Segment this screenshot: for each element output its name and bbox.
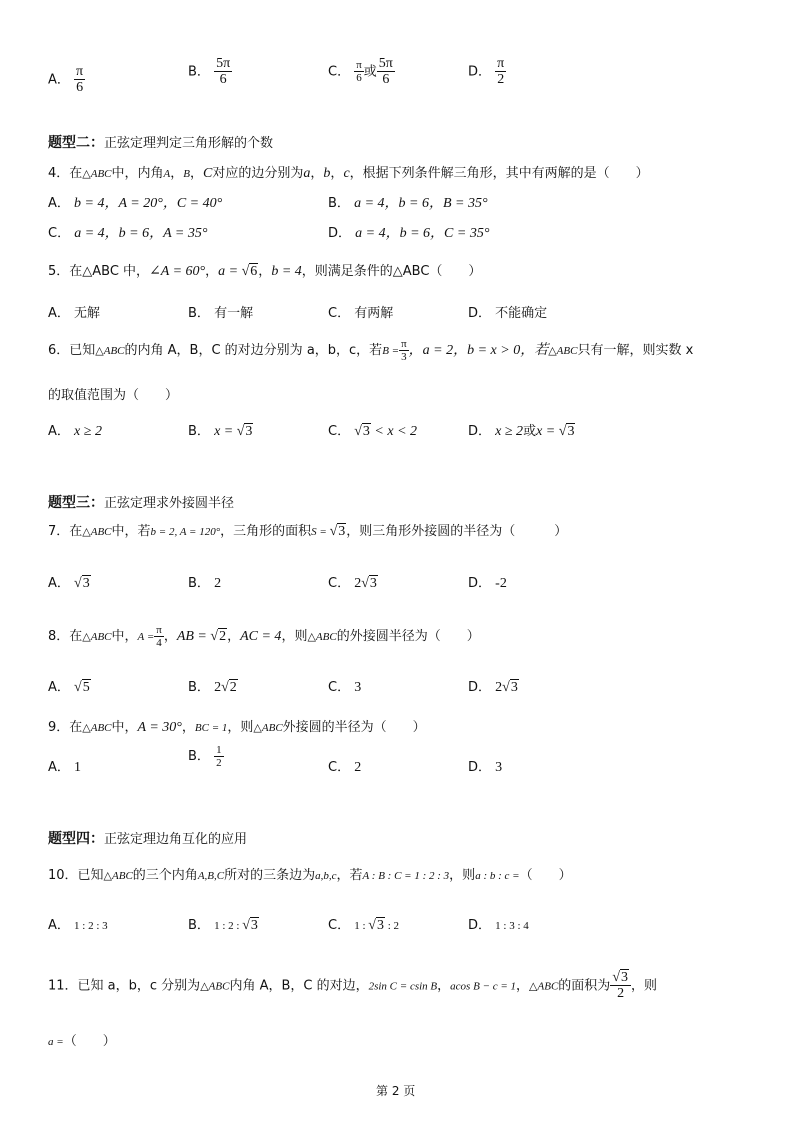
q4-stem xyxy=(48,162,649,182)
math: : 2 xyxy=(384,920,400,932)
option-label: A． xyxy=(48,196,70,211)
page-number: 第 2 页 xyxy=(376,1084,416,1098)
option-label: D． xyxy=(468,576,492,591)
math: A,B,C xyxy=(197,870,225,882)
triangle: △ABC xyxy=(548,345,578,358)
math: 1 : 2 : xyxy=(214,920,243,932)
radicand: 3 xyxy=(82,576,90,591)
option-text: 2 xyxy=(354,760,362,775)
fraction xyxy=(214,56,232,88)
triangle: △ABC xyxy=(253,722,283,734)
text: 5．在△ABC 中， xyxy=(48,264,150,279)
radicand: 3 xyxy=(621,970,628,985)
text: ， xyxy=(170,166,184,181)
q7-stem: 7．在△ABC中，若b = 2, A = 120°，三角形的面积S = √3，则三角形外接圆的半径为（ ） xyxy=(48,524,568,539)
q7-option-c[interactable]: C． 2√3 xyxy=(328,576,377,591)
triangle: △ABC xyxy=(200,980,230,993)
text: ，则 xyxy=(631,978,658,994)
option-label: D． xyxy=(468,64,492,80)
q11-stem xyxy=(48,970,657,1002)
option-label: A． xyxy=(48,424,70,439)
option-text: b = 4，A = 20°，C = 40° xyxy=(74,196,223,211)
option-label: A． xyxy=(48,918,70,933)
q5-option-a[interactable] xyxy=(48,302,100,321)
text: ， xyxy=(310,166,324,181)
q7-option-b[interactable] xyxy=(188,572,221,592)
denominator: 2 xyxy=(497,72,505,88)
or-text: 或 xyxy=(523,424,537,439)
math: 1 : xyxy=(354,920,369,932)
option-text: 1 xyxy=(74,760,82,775)
option-text: 不能确定 xyxy=(495,306,548,321)
option-text: 有一解 xyxy=(214,306,254,321)
denominator: 6 xyxy=(76,80,84,96)
coefficient: 2 xyxy=(495,680,503,695)
q10-option-b[interactable]: B． 1 : 2 : √3 xyxy=(188,918,258,933)
math: B = xyxy=(382,345,400,358)
denominator: 2 xyxy=(216,757,222,770)
math: a,b,c xyxy=(315,870,337,882)
math: b = 4 xyxy=(271,264,302,279)
denominator: 4 xyxy=(156,637,162,650)
math: ∠A = 60° xyxy=(149,264,206,279)
math: a : b : c = xyxy=(475,870,520,882)
section-label: 题型三： xyxy=(48,495,104,511)
option-label: C． xyxy=(48,226,71,241)
option-label: D． xyxy=(468,306,492,321)
triangle: △ABC xyxy=(307,631,337,644)
option-text: 1 : 2 : 3 xyxy=(74,920,108,932)
math: A = 30° xyxy=(137,720,182,735)
math: BC = 1 xyxy=(194,722,228,734)
coefficient: 2 xyxy=(354,576,362,591)
section-4-heading xyxy=(48,828,247,848)
option-label: A． xyxy=(48,306,70,321)
math: 2sin C = csin B xyxy=(368,980,438,993)
text: 的面积为 xyxy=(558,978,611,994)
option-text: 2 xyxy=(214,576,222,591)
text: 外接圆的半径为（ ） xyxy=(282,720,426,735)
text: ，根据下列条件解三角形，其中有两解的是（ ） xyxy=(349,166,649,181)
text: ，则 xyxy=(227,720,254,735)
text: ，三角形的面积 xyxy=(220,524,312,539)
q3-option-c[interactable] xyxy=(328,56,395,88)
triangle: △ABC xyxy=(82,722,112,734)
fraction xyxy=(399,338,409,363)
math: a = xyxy=(48,1036,64,1048)
var: B xyxy=(183,168,191,180)
text: ， xyxy=(190,166,204,181)
q7-option-a[interactable]: A． √3 xyxy=(48,576,90,591)
option-label: C． xyxy=(328,424,351,439)
text: 中， xyxy=(111,629,138,645)
math: AB = xyxy=(176,629,211,645)
numerator: π xyxy=(76,64,84,79)
option-label: C． xyxy=(328,306,351,321)
text: 的三个内角 xyxy=(132,868,198,883)
option-text: a = 4，b = 6，A = 35° xyxy=(74,226,208,241)
triangle: △ABC xyxy=(82,168,112,180)
denominator: 2 xyxy=(617,986,625,1002)
q10-option-d[interactable] xyxy=(468,914,529,933)
option-label: D． xyxy=(468,918,492,933)
denominator: 3 xyxy=(401,351,407,364)
q9-option-a[interactable] xyxy=(48,756,81,776)
text: ，则 xyxy=(281,629,308,645)
text: 中，内角 xyxy=(111,166,164,181)
option-label: B． xyxy=(328,196,350,211)
math: < x < 2 xyxy=(370,424,418,439)
radicand: 3 xyxy=(510,680,518,695)
q4-option-a[interactable] xyxy=(48,192,222,212)
text: 6．已知 xyxy=(48,343,96,359)
option-text: a = 4，b = 6，B = 35° xyxy=(354,196,488,211)
q8-option-b[interactable]: B． 2√2 xyxy=(188,680,237,695)
section-3-heading xyxy=(48,492,234,512)
denominator: 6 xyxy=(382,72,390,88)
q4-option-d[interactable] xyxy=(328,222,489,242)
text: 4．在 xyxy=(48,166,83,181)
option-label: A． xyxy=(48,576,70,591)
numerator: π xyxy=(356,59,362,72)
radicand: 5 xyxy=(82,680,90,695)
math: x = xyxy=(214,424,237,439)
text: ，则 xyxy=(449,868,476,883)
option-label: C． xyxy=(328,760,351,775)
option-label: B． xyxy=(188,576,210,591)
q6-option-a[interactable] xyxy=(48,420,102,440)
fraction: $\frac{√3}{2}$ xyxy=(610,970,631,1002)
var: C xyxy=(203,166,213,181)
radicand: 3 xyxy=(362,424,370,439)
option-text: 3 xyxy=(354,680,362,695)
option-label: B． xyxy=(188,680,210,695)
text: 11．已知 a，b，c 分别为 xyxy=(48,978,201,994)
radicand: 3 xyxy=(338,524,346,539)
radicand: 3 xyxy=(567,424,575,439)
option-label: D． xyxy=(468,424,492,439)
option-text: a = 4，b = 6，C = 35° xyxy=(355,226,490,241)
option-label: C． xyxy=(328,680,351,695)
denominator: 6 xyxy=(219,72,227,88)
triangle: △ABC xyxy=(95,345,125,358)
q10-option-c[interactable]: C． 1 : √3 : 2 xyxy=(328,918,400,933)
radicand: 3 xyxy=(245,424,253,439)
math: x = xyxy=(536,424,559,439)
q8-option-a[interactable]: A． √5 xyxy=(48,680,90,695)
section-title: 正弦定理边角互化的应用 xyxy=(104,832,248,847)
text: 8．在 xyxy=(48,629,83,645)
numerator: 5π xyxy=(216,56,231,71)
option-label: B． xyxy=(188,424,210,439)
radicand: 3 xyxy=(369,576,377,591)
math: acos B − c = 1 xyxy=(450,980,517,993)
text: ， xyxy=(437,978,451,994)
text: ，a = 2，b = x > 0，若 xyxy=(408,343,549,359)
text: 中， xyxy=(111,720,138,735)
var: A xyxy=(163,168,171,180)
text: ，则三角形外接圆的半径为（ ） xyxy=(346,524,568,539)
q3-option-b[interactable] xyxy=(188,56,232,88)
section-title: 正弦定理求外接圆半径 xyxy=(104,496,235,511)
option-label: B． xyxy=(188,64,210,80)
section-2-heading xyxy=(48,132,273,152)
numerator: 1 xyxy=(216,744,222,756)
math: S = xyxy=(311,526,330,538)
triangle: △ABC xyxy=(82,631,112,644)
var: a xyxy=(303,166,311,181)
math: a = xyxy=(218,264,242,279)
math: x ≥ 2 xyxy=(495,424,524,439)
numerator: π xyxy=(497,56,505,71)
q8-option-d[interactable]: D． 2√3 xyxy=(468,680,518,695)
option-label: A． xyxy=(48,760,70,775)
q6-option-c[interactable]: C． √3 < x < 2 xyxy=(328,424,418,439)
q11-line2 xyxy=(48,1030,116,1049)
text: 中，若 xyxy=(111,524,151,539)
text: ， xyxy=(227,629,241,645)
q5-option-c[interactable] xyxy=(328,302,393,321)
q8-stem: 8．在△ABC中，A = $\frac{\pi}{4}$ ，AB = √2，AC = 4，则△ABC的外接圆半径为（ ） xyxy=(48,624,480,650)
math: A = xyxy=(137,631,155,644)
coefficient: 2 xyxy=(214,680,222,695)
radicand: 2 xyxy=(219,629,227,645)
q6-line2: 的取值范围为（ ） xyxy=(48,388,179,403)
text: （ ） xyxy=(519,868,572,883)
text: 所对的三条边为 xyxy=(224,868,316,883)
text: ， xyxy=(516,978,530,994)
q9-option-b[interactable] xyxy=(188,744,224,769)
option-label: C． xyxy=(328,576,351,591)
fraction xyxy=(154,624,164,649)
option-text: x ≥ 2 xyxy=(74,424,102,439)
text: ， xyxy=(181,720,195,735)
option-label: A． xyxy=(48,72,70,88)
var: b xyxy=(323,166,331,181)
fraction xyxy=(377,56,395,88)
option-label: C． xyxy=(328,918,351,933)
q4-option-c[interactable] xyxy=(48,222,207,242)
text: 对应的边分别为 xyxy=(212,166,304,181)
text: 9．在 xyxy=(48,720,83,735)
option-label: D． xyxy=(328,226,352,241)
fraction xyxy=(354,59,364,84)
q5-option-d[interactable] xyxy=(468,302,547,321)
q7-option-d[interactable] xyxy=(468,572,507,592)
option-text: -2 xyxy=(495,576,507,591)
q4-option-b[interactable] xyxy=(328,192,488,212)
fraction xyxy=(74,64,85,96)
q5-option-b[interactable] xyxy=(188,302,253,321)
q10-option-a[interactable] xyxy=(48,914,108,933)
numerator: π xyxy=(156,624,162,636)
numerator: π xyxy=(401,338,407,350)
var: c xyxy=(343,166,350,181)
q6-option-d[interactable]: D． x ≥ 2或x = √3 xyxy=(468,424,575,439)
q9-option-d[interactable] xyxy=(468,756,502,776)
option-label: B． xyxy=(188,918,210,933)
radicand: 3 xyxy=(250,918,258,933)
option-label: D． xyxy=(468,680,492,695)
option-text: 无解 xyxy=(74,306,101,321)
q3-option-a[interactable] xyxy=(48,64,85,96)
triangle: △ABC xyxy=(103,870,133,882)
text: ， xyxy=(330,166,344,181)
q6-stem xyxy=(48,338,693,363)
q5-stem: 5．在△ABC 中，∠A = 60°，a = √6，b = 4，则满足条件的△ABC（ ） xyxy=(48,264,482,279)
q6-option-b[interactable]: B． x = √3 xyxy=(188,424,253,439)
option-label: A． xyxy=(48,680,70,695)
option-label: B． xyxy=(188,306,210,321)
text: 10．已知 xyxy=(48,868,104,883)
radicand: 6 xyxy=(250,264,258,279)
or-text: 或 xyxy=(363,64,377,80)
section-label: 题型二： xyxy=(48,135,104,151)
text: ，若 xyxy=(336,868,363,883)
fraction xyxy=(214,744,224,769)
answer-blank: （ ） xyxy=(63,1034,116,1049)
option-text: 有两解 xyxy=(354,306,394,321)
q8-option-c[interactable] xyxy=(328,676,361,696)
math: AC = 4 xyxy=(240,629,282,645)
fraction xyxy=(495,56,506,88)
radicand: 3 xyxy=(376,918,384,933)
text: ，则满足条件的△ABC（ ） xyxy=(301,264,482,279)
text: 只有一解，则实数 x xyxy=(577,343,694,359)
q9-option-c[interactable] xyxy=(328,756,361,776)
numerator: 5π xyxy=(378,56,393,71)
radicand: 2 xyxy=(229,680,237,695)
q9-stem xyxy=(48,716,426,736)
text: ， xyxy=(258,264,272,279)
option-label: C． xyxy=(328,64,351,80)
text: ， xyxy=(205,264,219,279)
option-label: D． xyxy=(468,760,492,775)
q3-option-d[interactable] xyxy=(468,56,506,88)
section-label: 题型四： xyxy=(48,831,104,847)
option-text: 1 : 3 : 4 xyxy=(495,920,529,932)
triangle: △ABC xyxy=(82,526,112,538)
denominator: 6 xyxy=(356,72,362,85)
math: b = 2, A = 120° xyxy=(150,526,221,538)
option-text: 3 xyxy=(495,760,503,775)
text: 内角 A，B，C 的对边， xyxy=(229,978,369,994)
math: A : B : C = 1 : 2 : 3 xyxy=(362,870,450,882)
text: ， xyxy=(163,629,177,645)
q10-stem xyxy=(48,864,572,883)
option-label: B． xyxy=(188,749,210,765)
triangle: △ABC xyxy=(529,980,559,993)
text: 7．在 xyxy=(48,524,83,539)
section-title: 正弦定理判定三角形解的个数 xyxy=(104,136,274,151)
text: 的外接圆半径为（ ） xyxy=(336,629,480,645)
text: 的内角 A，B，C 的对边分别为 a，b，c，若 xyxy=(124,343,383,359)
